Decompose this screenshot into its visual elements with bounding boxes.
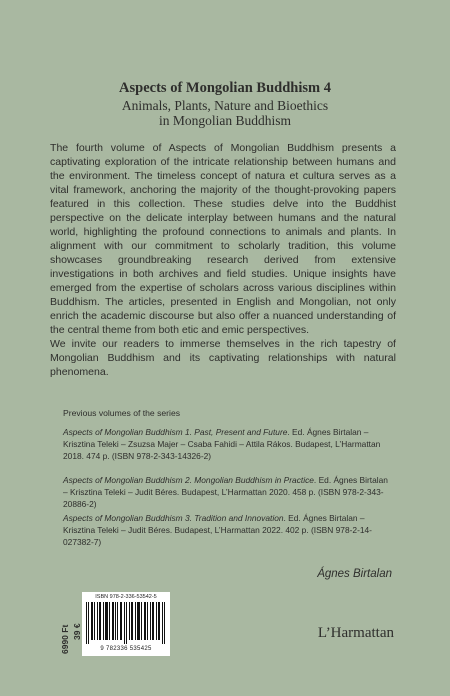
series-volume-2-details: . Ed. Ágnes Birtalan – Krisztina Teleki – Judit Béres. Budapest, L’Harmattan 2020. 458 p. (ISBN 978-2-343-20886-2) [63, 475, 388, 509]
book-subtitle [0, 98, 450, 128]
publisher-logo: L’Harmattan [317, 625, 394, 641]
series-volume-3 [63, 512, 393, 548]
series-heading: Previous volumes of the series [63, 408, 181, 418]
isbn-label: ISBN 978-2-336-53542-5 [95, 594, 157, 600]
subtitle-line-1: Animals, Plants, Nature and Bioethics [121, 98, 329, 113]
series-volume-1-title: Aspects of Mongolian Buddhism 1. Past, Present and Future [63, 427, 288, 437]
series-volume-1-details: . Ed. Ágnes Birtalan – Krisztina Teleki – Zsuzsa Majer – Csaba Fahidi – Attila Rákos. Budapest, L’Harmattan 2018. 474 p. (ISBN 978-2-343-14326-2) [63, 427, 381, 461]
series-volume-3-details: . Ed. Ágnes Birtalan – Krisztina Teleki – Judit Béres. Budapest, L’Harmattan 2022. 402 p. (ISBN 978-2-14-027382-7) [63, 513, 372, 547]
series-volume-2-title: Aspects of Mongolian Buddhism 2. Mongolian Buddhism in Practice [63, 475, 314, 485]
barcode-bars [86, 602, 166, 644]
subtitle-line-2: in Mongolian Buddhism [158, 113, 291, 128]
series-volume-3-title: Aspects of Mongolian Buddhism 3. Tradition and Innovation [63, 513, 284, 523]
barcode-digits: 9 782336 535425 [100, 646, 152, 652]
book-title: Aspects of Mongolian Buddhism 4 [119, 80, 331, 96]
series-volume-2 [63, 474, 393, 510]
barcode [82, 592, 170, 656]
author-signature: Ágnes Birtalan [317, 568, 392, 580]
blurb-paragraph-2: We invite our readers to immerse themselves in the rich tapestry of Mongolian Buddhism and its captivating relationships with natural phenomena. [50, 338, 396, 378]
price-forint: 6990 Ft [60, 624, 70, 654]
price-euro: 39 € [72, 623, 82, 640]
series-volume-1 [63, 426, 393, 462]
blurb-paragraph-1: The fourth volume of Aspects of Mongolian Buddhism presents a captivating exploration of the intricate relationship between humans and the environment. The timeless concept of natura et cultura serves as a vital framework, anchoring the majority of the thought-provoking papers featured in this collection. These studies delve into the Buddhist perspective on the delicate interplay between humans and the natural world, highlighting the profound connections to animals and plants. In alignment with our commitment to scholarly tradition, this volume showcases groundbreaking research derived from extensive investigations in both archives and field studies. Unique insights have emerged from the expertise of scholars across various disciplines within Buddhism. The articles, presented in English and Mongolian, not only enrich the academic discourse but also offer a nuanced understanding of the central theme from both etic and emic perspectives. [50, 142, 396, 336]
blurb-text [50, 141, 396, 379]
